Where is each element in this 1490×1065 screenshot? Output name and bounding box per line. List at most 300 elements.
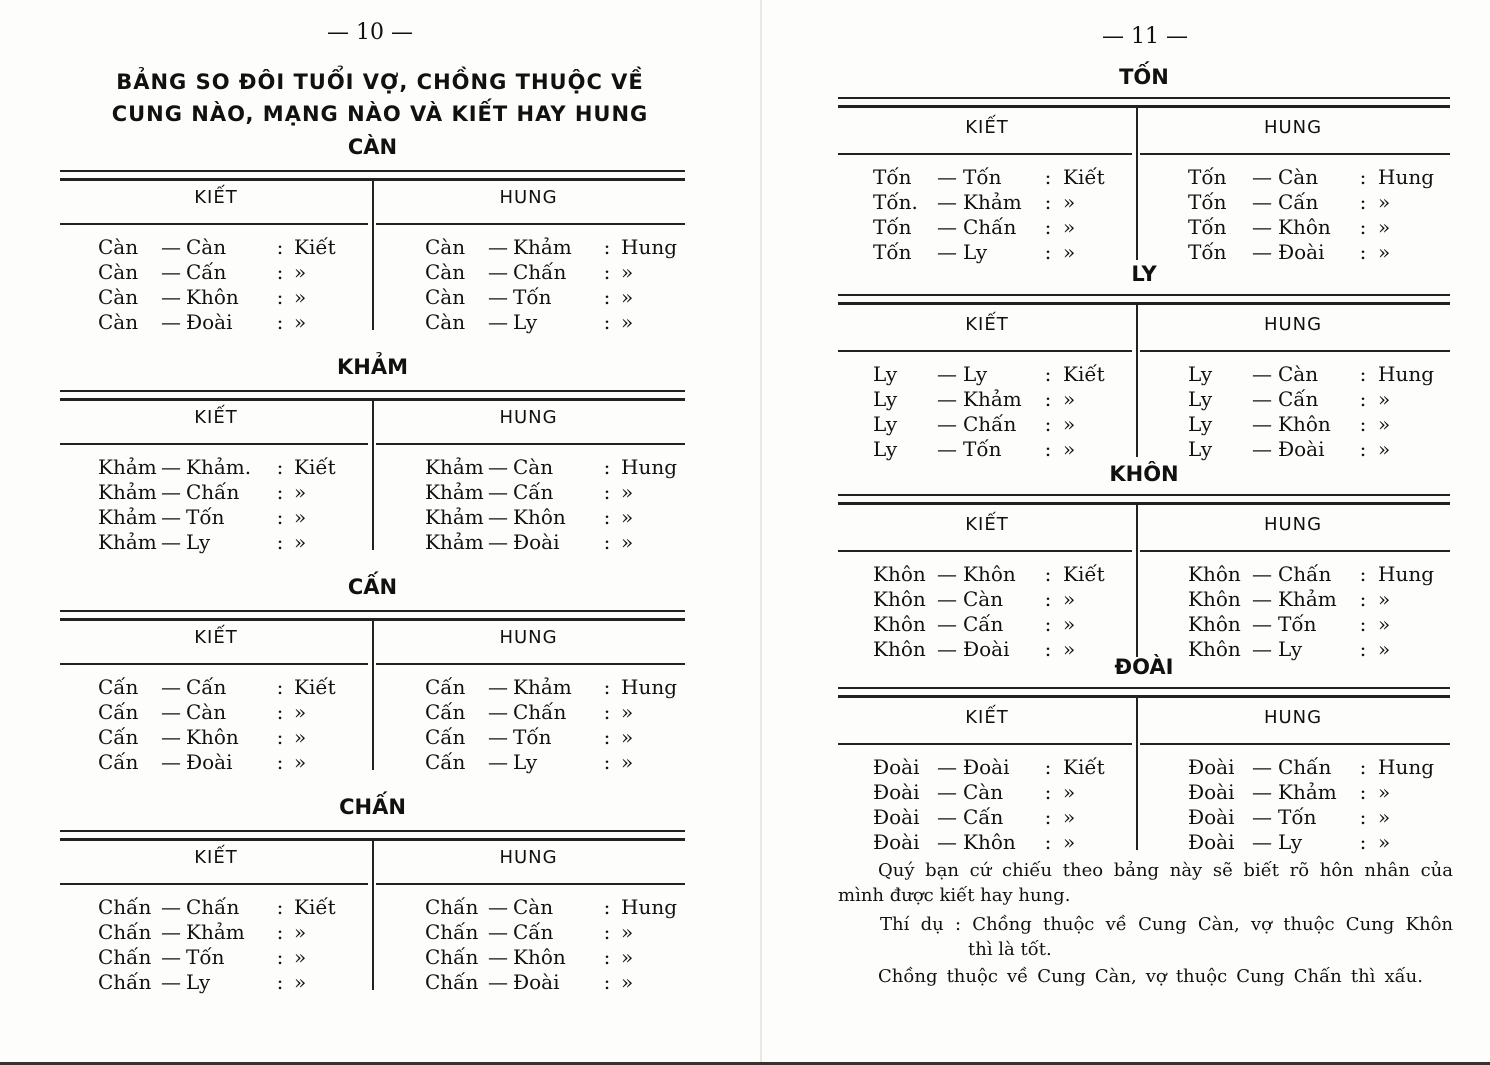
dash: —	[161, 725, 181, 749]
cung-b: Ly	[186, 530, 211, 554]
result: »	[1378, 612, 1391, 636]
cung-a: Ly	[873, 362, 898, 386]
result: Kiết	[1063, 755, 1105, 779]
cung-b: Đoài	[1278, 437, 1325, 461]
cung-b: Tốn	[1278, 805, 1317, 829]
result: »	[1378, 780, 1391, 804]
result: Hung	[621, 455, 678, 479]
dash: —	[937, 190, 957, 214]
hung-column-header: HUNG	[499, 187, 558, 208]
table-row	[873, 190, 1119, 215]
header-underline-hung	[1140, 153, 1450, 155]
section-left-2	[60, 575, 685, 785]
cung-b: Khảm	[513, 675, 572, 699]
hung-rows	[1188, 165, 1434, 265]
result: »	[1378, 587, 1391, 611]
colon: :	[276, 310, 284, 334]
cung-b: Càn	[186, 235, 227, 259]
table-row	[425, 725, 681, 750]
colon: :	[276, 895, 284, 919]
result: »	[1063, 215, 1076, 239]
header-underline-hung	[1140, 743, 1450, 745]
dash: —	[488, 235, 508, 259]
colon: :	[603, 260, 611, 284]
cung-a: Đoài	[1188, 830, 1235, 854]
colon: :	[603, 750, 611, 774]
example-line-1: Thí dụ : Chồng thuộc về Cung Càn, vợ thuộc Cung Khôn	[880, 914, 1453, 935]
section-right-3	[838, 655, 1450, 865]
result: »	[1378, 240, 1391, 264]
cung-b: Tốn	[186, 945, 225, 969]
colon: :	[276, 970, 284, 994]
colon: :	[1044, 637, 1052, 661]
cung-b: Cấn	[963, 612, 1004, 636]
result: »	[1378, 830, 1391, 854]
kiet-column-header: KIẾT	[194, 187, 238, 208]
cung-b: Khôn	[513, 505, 566, 529]
cung-b: Chấn	[513, 260, 567, 284]
colon: :	[276, 480, 284, 504]
table-row	[425, 675, 681, 700]
dash: —	[1252, 637, 1272, 661]
section-title: KHÔN	[1109, 462, 1179, 486]
cung-a: Đoài	[1188, 780, 1235, 804]
cung-b: Khôn	[186, 725, 239, 749]
cung-a: Tốn	[1188, 215, 1227, 239]
cung-b: Ly	[963, 362, 988, 386]
colon: :	[1359, 780, 1367, 804]
cung-a: Chấn	[425, 945, 479, 969]
header-underline-hung	[376, 223, 685, 225]
hung-rows	[425, 235, 681, 335]
result: »	[294, 480, 307, 504]
hung-rows	[425, 455, 681, 555]
table-row	[1188, 830, 1434, 855]
table-row	[98, 310, 354, 335]
colon: :	[603, 970, 611, 994]
cung-a: Ly	[1188, 387, 1213, 411]
cung-b: Khôn	[1278, 412, 1331, 436]
cung-b: Khảm	[963, 190, 1022, 214]
dash: —	[488, 505, 508, 529]
kiet-column-header: KIẾT	[194, 847, 238, 868]
section-title: ĐOÀI	[1114, 655, 1174, 679]
cung-a: Tốn	[873, 215, 912, 239]
section-right-0	[838, 65, 1450, 275]
cung-b: Khảm	[513, 235, 572, 259]
cung-a: Càn	[98, 260, 139, 284]
section-double-rule	[838, 294, 1450, 305]
dash: —	[488, 530, 508, 554]
colon: :	[1359, 190, 1367, 214]
section-title: CẤN	[347, 575, 398, 599]
cung-b: Khảm	[186, 920, 245, 944]
result: »	[621, 505, 634, 529]
table-row	[98, 530, 354, 555]
hung-rows	[425, 675, 681, 775]
header-underline-kiet	[60, 883, 368, 885]
result: »	[621, 945, 634, 969]
cung-b: Đoài	[186, 310, 233, 334]
cung-b: Càn	[1278, 362, 1319, 386]
cung-a: Khôn	[1188, 637, 1241, 661]
hung-column-header: HUNG	[1263, 707, 1323, 728]
cung-a: Tốn	[873, 165, 912, 189]
colon: :	[1044, 412, 1052, 436]
dash: —	[937, 830, 957, 854]
result: »	[1063, 587, 1076, 611]
colon: :	[1044, 612, 1052, 636]
header-underline-hung	[1140, 550, 1450, 552]
section-double-rule	[838, 97, 1450, 108]
hung-column-header: HUNG	[1263, 117, 1323, 138]
cung-b: Càn	[513, 455, 554, 479]
colon: :	[276, 945, 284, 969]
result: »	[621, 700, 634, 724]
hung-rows	[1188, 362, 1434, 462]
table-row	[425, 970, 681, 995]
table-row	[873, 437, 1119, 462]
dash: —	[488, 750, 508, 774]
hung-column-header: HUNG	[1263, 514, 1323, 535]
cung-b: Ly	[513, 310, 538, 334]
section-title: KHẢM	[337, 355, 408, 379]
cung-b: Tốn	[186, 505, 225, 529]
table-row	[1188, 387, 1434, 412]
cung-a: Càn	[425, 285, 466, 309]
result: »	[1063, 387, 1076, 411]
column-divider	[372, 838, 374, 990]
table-row	[98, 970, 354, 995]
result: »	[294, 970, 307, 994]
cung-b: Tốn	[963, 165, 1002, 189]
cung-b: Chấn	[513, 700, 567, 724]
cung-a: Tốn	[1188, 240, 1227, 264]
cung-a: Ly	[873, 437, 898, 461]
dash: —	[1252, 780, 1272, 804]
cung-b: Khôn	[963, 830, 1016, 854]
cung-b: Cấn	[513, 920, 554, 944]
cung-a: Đoài	[1188, 805, 1235, 829]
table-row	[98, 700, 354, 725]
cung-a: Cấn	[98, 675, 139, 699]
colon: :	[603, 920, 611, 944]
table-row	[98, 260, 354, 285]
colon: :	[1359, 562, 1367, 586]
table-row	[873, 412, 1119, 437]
dash: —	[488, 310, 508, 334]
dash: —	[1252, 587, 1272, 611]
result: »	[621, 530, 634, 554]
table-row	[873, 165, 1119, 190]
dash: —	[161, 480, 181, 504]
header-underline-kiet	[838, 743, 1132, 745]
dash: —	[161, 920, 181, 944]
dash: —	[937, 437, 957, 461]
dash: —	[161, 895, 181, 919]
cung-a: Đoài	[1188, 755, 1235, 779]
table-row	[98, 235, 354, 260]
dash: —	[161, 235, 181, 259]
cung-a: Cấn	[425, 700, 466, 724]
header-underline-hung	[376, 663, 685, 665]
result: »	[1063, 412, 1076, 436]
cung-a: Đoài	[873, 805, 920, 829]
table-row	[425, 455, 681, 480]
page-gutter	[760, 0, 762, 1065]
cung-a: Cấn	[425, 675, 466, 699]
result: »	[621, 920, 634, 944]
cung-a: Khảm	[425, 530, 484, 554]
dash: —	[937, 412, 957, 436]
hung-rows	[1188, 562, 1434, 662]
dash: —	[161, 310, 181, 334]
cung-b: Đoài	[963, 637, 1010, 661]
colon: :	[1044, 562, 1052, 586]
header-underline-kiet	[838, 153, 1132, 155]
table-row	[98, 945, 354, 970]
colon: :	[603, 480, 611, 504]
table-row	[425, 480, 681, 505]
cung-a: Tốn.	[873, 190, 918, 214]
hung-rows	[1188, 755, 1434, 855]
cung-a: Càn	[425, 235, 466, 259]
cung-a: Càn	[425, 260, 466, 284]
result: Hung	[1378, 562, 1435, 586]
dash: —	[937, 637, 957, 661]
note-paragraph-line-1: Quý bạn cứ chiếu theo bảng này sẽ biết rõ hôn nhân của	[878, 860, 1453, 881]
cung-b: Càn	[963, 780, 1004, 804]
result: »	[621, 480, 634, 504]
cung-a: Càn	[98, 285, 139, 309]
cung-b: Càn	[963, 587, 1004, 611]
dash: —	[161, 945, 181, 969]
table-row	[1188, 190, 1434, 215]
cung-a: Ly	[1188, 362, 1213, 386]
colon: :	[603, 285, 611, 309]
section-right-1	[838, 262, 1450, 472]
dash: —	[161, 505, 181, 529]
table-row	[98, 675, 354, 700]
table-row	[1188, 612, 1434, 637]
left-page	[0, 0, 740, 1065]
cung-a: Đoài	[873, 830, 920, 854]
cung-b: Tốn	[513, 725, 552, 749]
note-paragraph-line-2: mình được kiết hay hung.	[838, 885, 1071, 906]
result: »	[294, 285, 307, 309]
table-row	[873, 362, 1119, 387]
cung-b: Ly	[186, 970, 211, 994]
cung-b: Đoài	[513, 530, 560, 554]
header-underline-hung	[1140, 350, 1450, 352]
cung-b: Tốn	[1278, 612, 1317, 636]
result: Kiết	[1063, 165, 1105, 189]
cung-b: Cấn	[186, 260, 227, 284]
cung-b: Cấn	[1278, 387, 1319, 411]
dash: —	[161, 260, 181, 284]
result: »	[294, 310, 307, 334]
cung-b: Khôn	[1278, 215, 1331, 239]
cung-a: Cấn	[98, 725, 139, 749]
cung-a: Cấn	[98, 750, 139, 774]
cung-b: Tốn	[963, 437, 1002, 461]
cung-a: Khôn	[873, 612, 926, 636]
cung-b: Đoài	[186, 750, 233, 774]
cung-a: Cấn	[425, 750, 466, 774]
dash: —	[161, 285, 181, 309]
header-underline-kiet	[60, 663, 368, 665]
cung-b: Khôn	[963, 562, 1016, 586]
result: »	[294, 505, 307, 529]
cung-b: Ly	[1278, 637, 1303, 661]
kiet-column-header: KIẾT	[194, 407, 238, 428]
section-title: TỐN	[1119, 65, 1169, 89]
cung-a: Chấn	[98, 895, 152, 919]
colon: :	[603, 725, 611, 749]
hung-column-header: HUNG	[499, 627, 558, 648]
colon: :	[1359, 587, 1367, 611]
kiet-rows	[98, 895, 354, 995]
table-row	[1188, 215, 1434, 240]
cung-a: Chấn	[425, 895, 479, 919]
result: »	[1378, 437, 1391, 461]
dash: —	[488, 700, 508, 724]
cung-b: Đoài	[963, 755, 1010, 779]
cung-a: Càn	[98, 235, 139, 259]
result: »	[621, 285, 634, 309]
cung-b: Chấn	[1278, 755, 1332, 779]
kiet-rows	[873, 755, 1119, 855]
cung-a: Ly	[873, 412, 898, 436]
colon: :	[1044, 387, 1052, 411]
colon: :	[1359, 755, 1367, 779]
cung-a: Khảm	[425, 480, 484, 504]
header-underline-kiet	[838, 550, 1132, 552]
colon: :	[603, 945, 611, 969]
cung-a: Chấn	[98, 945, 152, 969]
cung-a: Chấn	[98, 970, 152, 994]
result: »	[621, 310, 634, 334]
colon: :	[1044, 780, 1052, 804]
cung-b: Khảm	[1278, 587, 1337, 611]
table-row	[1188, 437, 1434, 462]
result: »	[1378, 215, 1391, 239]
cung-a: Tốn	[1188, 190, 1227, 214]
cung-a: Chấn	[98, 920, 152, 944]
colon: :	[1044, 830, 1052, 854]
colon: :	[1359, 437, 1367, 461]
cung-a: Càn	[425, 310, 466, 334]
result: Hung	[621, 675, 678, 699]
cung-b: Ly	[513, 750, 538, 774]
kiet-rows	[98, 675, 354, 775]
column-divider	[372, 178, 374, 330]
dash: —	[1252, 562, 1272, 586]
dash: —	[937, 165, 957, 189]
table-row	[873, 387, 1119, 412]
dash: —	[937, 780, 957, 804]
section-left-3	[60, 795, 685, 1005]
title-line-1: BẢNG SO ĐÔI TUỔI VỢ, CHỒNG THUỘC VỀ	[116, 70, 644, 94]
colon: :	[276, 750, 284, 774]
table-row	[873, 805, 1119, 830]
table-row	[425, 235, 681, 260]
header-underline-kiet	[60, 443, 368, 445]
dash: —	[488, 725, 508, 749]
cung-b: Tốn	[513, 285, 552, 309]
table-row	[425, 530, 681, 555]
dash: —	[1252, 387, 1272, 411]
colon: :	[1359, 215, 1367, 239]
dash: —	[937, 562, 957, 586]
cung-b: Càn	[513, 895, 554, 919]
result: Kiết	[1063, 362, 1105, 386]
table-row	[425, 750, 681, 775]
result: »	[1378, 190, 1391, 214]
section-left-1	[60, 355, 685, 565]
dash: —	[488, 455, 508, 479]
dash: —	[161, 750, 181, 774]
kiet-rows	[98, 235, 354, 335]
cung-b: Càn	[1278, 165, 1319, 189]
colon: :	[603, 455, 611, 479]
dash: —	[488, 920, 508, 944]
dash: —	[1252, 165, 1272, 189]
column-divider	[1136, 502, 1138, 657]
result: »	[1378, 805, 1391, 829]
colon: :	[1044, 215, 1052, 239]
result: »	[294, 920, 307, 944]
cung-a: Khôn	[873, 587, 926, 611]
table-row	[1188, 805, 1434, 830]
result: »	[621, 970, 634, 994]
cung-a: Tốn	[873, 240, 912, 264]
dash: —	[161, 970, 181, 994]
colon: :	[1044, 240, 1052, 264]
result: »	[294, 700, 307, 724]
colon: :	[276, 530, 284, 554]
section-title: LY	[1131, 262, 1157, 286]
colon: :	[276, 260, 284, 284]
header-underline-hung	[376, 443, 685, 445]
example-line-2: thì là tốt.	[968, 939, 1052, 960]
result: »	[1063, 190, 1076, 214]
colon: :	[276, 920, 284, 944]
cung-a: Ly	[1188, 437, 1213, 461]
colon: :	[1359, 412, 1367, 436]
table-row	[98, 920, 354, 945]
table-row	[873, 830, 1119, 855]
table-row	[425, 945, 681, 970]
hung-column-header: HUNG	[499, 847, 558, 868]
cung-b: Càn	[186, 700, 227, 724]
cung-a: Chấn	[425, 970, 479, 994]
cung-b: Cấn	[513, 480, 554, 504]
result: »	[294, 750, 307, 774]
dash: —	[488, 480, 508, 504]
result: Hung	[1378, 362, 1435, 386]
cung-a: Cấn	[98, 700, 139, 724]
colon: :	[1359, 240, 1367, 264]
cung-b: Chấn	[186, 480, 240, 504]
colon: :	[276, 455, 284, 479]
cung-b: Cấn	[186, 675, 227, 699]
colon: :	[276, 235, 284, 259]
dash: —	[1252, 437, 1272, 461]
colon: :	[276, 700, 284, 724]
colon: :	[1359, 362, 1367, 386]
section-left-0	[60, 135, 685, 345]
